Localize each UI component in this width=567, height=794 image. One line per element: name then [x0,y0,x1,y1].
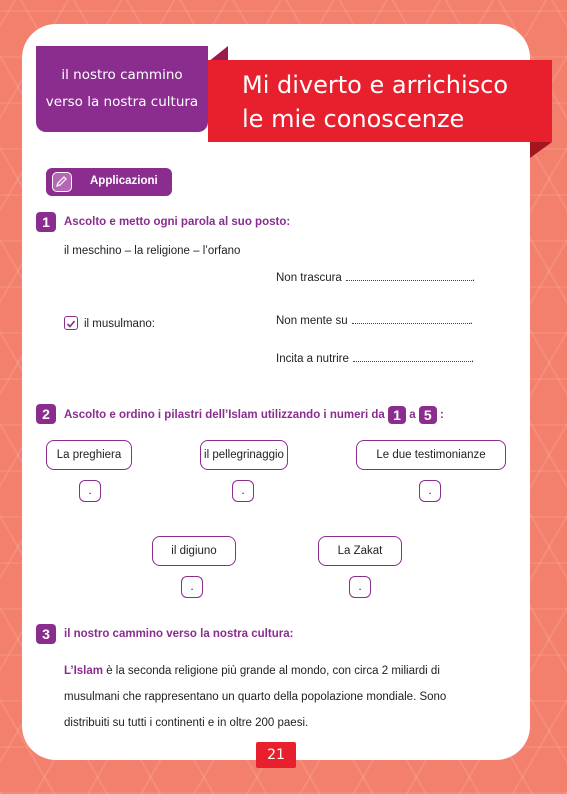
section-tab-line-2: verso la nostra cultura [45,94,199,110]
exercise-2-instruction [64,406,444,424]
section-tab-text [36,62,208,116]
pillar-card-5: La Zakat [318,536,402,566]
answer-box-2[interactable]: . [232,480,254,502]
pillar-card-2: il pellegrinaggio [200,440,288,470]
answer-line-3[interactable] [353,351,471,362]
sentence-3: Incita a nutrire . [276,353,475,365]
range-connector: a [409,409,416,422]
pillar-card-4: il digiuno [152,536,236,566]
exercise-1-number: 1 [36,212,56,232]
exercise-1-instruction: Ascolto e metto ogni parola al suo posto: [64,216,291,228]
exercise-2-number: 2 [36,404,56,424]
paragraph-text: è la seconda religione più grande al mondo, con circa 2 miliardi di musulmani che rappresentano un quarto della popolazione mondiale. Sono distribuiti su tutti i continenti e in oltre 200 paesi. [64,665,447,729]
word-bank: il meschino – la religione – l’orfano [64,245,241,257]
range-end-number: 5 [419,406,437,424]
islam-paragraph [64,658,484,736]
applications-badge [46,168,172,196]
sentence-1: Non trascura . [276,272,476,284]
check-icon [64,316,78,330]
applications-label: Applicazioni [90,175,158,187]
pillar-card-3: Le due testimonianze [356,440,506,470]
ribbon-fold-right [530,142,552,158]
answer-box-4[interactable]: . [181,576,203,598]
answer-line-2[interactable] [352,313,470,324]
pillar-card-1: La preghiera [46,440,132,470]
page-title [242,68,542,136]
example-label: il musulmano: [84,318,155,330]
paragraph-lead: L’Islam [64,665,103,677]
exercise-3-number: 3 [36,624,56,644]
answer-box-5[interactable]: . [349,576,371,598]
exercise-2-instruction-text: Ascolto e ordino i pilastri dell’Islam utilizzando i numeri da [64,409,385,422]
sentence-2: Non mente su . [276,315,473,327]
page-number: 21 [256,742,296,768]
answer-line-1[interactable] [346,270,472,281]
exercise-3-heading: il nostro cammino verso la nostra cultura: [64,628,294,640]
title-line-1: Mi diverto e arrichisco [242,71,509,99]
pencil-icon [52,172,72,192]
answer-box-1[interactable]: . [79,480,101,502]
answer-box-3[interactable]: . [419,480,441,502]
sentence-3-text: Incita a nutrire [276,353,349,365]
sentence-1-text: Non trascura [276,272,342,284]
sentence-2-text: Non mente su [276,315,348,327]
range-colon: : [440,409,444,422]
section-tab-line-1: il nostro cammino [61,67,183,83]
title-line-2: le mie conoscenze [242,105,465,133]
range-start-number: 1 [388,406,406,424]
